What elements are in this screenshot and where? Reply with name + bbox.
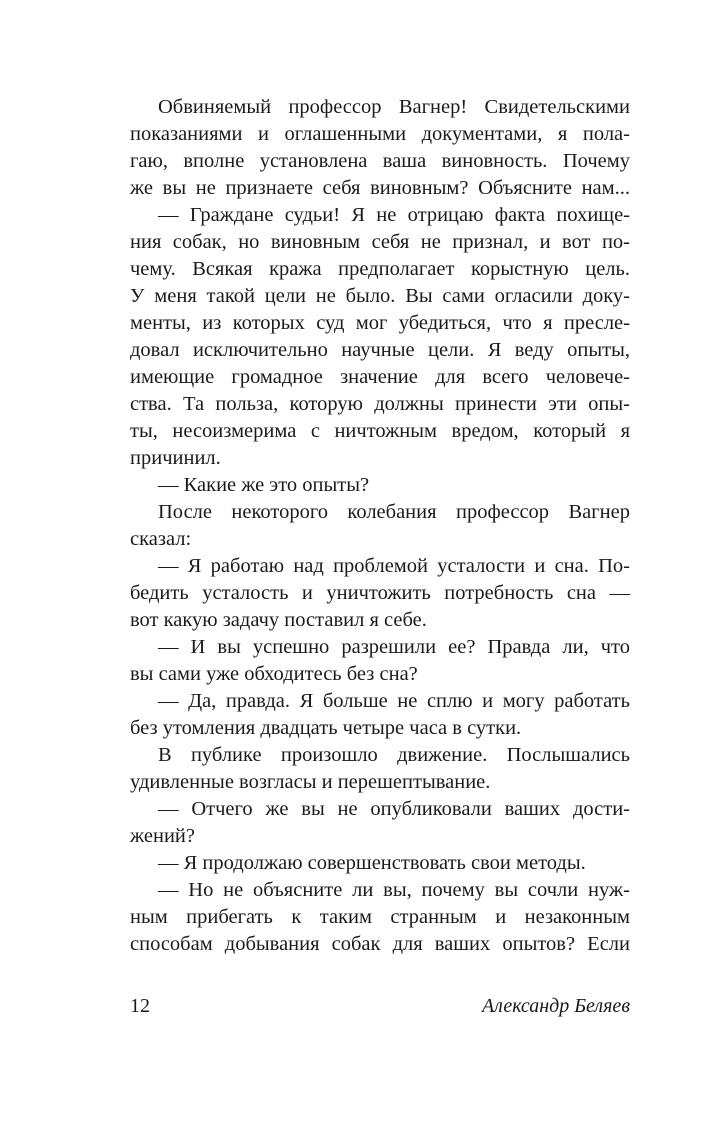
text-line: — Да, правда. Я больше не сплю и могу работать (158, 690, 630, 712)
text-line: — Какие же это опыты? (158, 474, 370, 496)
text-line: ния собак, но виновным себя не признал, и вот по- (130, 231, 630, 253)
text-line: — Я продолжаю совершенствовать свои методы. (158, 852, 586, 874)
text-line: — Я работаю над проблемой усталости и сна. По- (158, 555, 630, 577)
text-line: В публике произошло движение. Послышались (158, 744, 630, 766)
page-footer (130, 992, 630, 1020)
text-line: вы сами уже обходитесь без сна? (130, 663, 418, 685)
author-name: Александр Беляев (481, 995, 630, 1017)
text-line: ным прибегать к таким странным и незаконным (130, 906, 630, 928)
text-line: имеющие громадное значение для всего человече- (130, 366, 630, 388)
text-line: причинил. (130, 447, 221, 469)
text-line: удивленные возгласы и перешептывание. (130, 771, 491, 793)
text-line: — Отчего же вы не опубликовали ваших дости- (158, 798, 630, 820)
text-line: способам добывания собак для ваших опытов? Если (130, 933, 630, 955)
text-line: ты, несоизмерима с ничтожным вредом, который я (130, 420, 630, 442)
text-line: Обвиняемый профессор Вагнер! Свидетельскими (158, 96, 630, 118)
text-line: гаю, вполне установлена ваша виновность. Почему (130, 150, 630, 172)
text-line: вот какую задачу поставил я себе. (130, 609, 427, 631)
page-number: 12 (130, 995, 150, 1017)
text-line: довал исключительно научные цели. Я веду опыты, (130, 339, 630, 361)
text-line: же вы не признаете себя виновным? Объясните нам... (130, 177, 630, 199)
text-line: У меня такой цели не было. Вы сами огласили доку- (130, 285, 630, 307)
text-line: менты, из которых суд мог убедиться, что я пресле- (130, 312, 630, 334)
text-line: ства. Та польза, которую должны принести эти опы- (130, 393, 630, 415)
text-line: сказал: (130, 528, 192, 550)
text-line: жений? (130, 825, 196, 847)
text-line: После некоторого колебания профессор Вагнер (158, 501, 630, 523)
text-line: бедить усталость и уничтожить потребность сна — (130, 582, 630, 604)
text-line: чему. Всякая кража предполагает корыстную цель. (130, 258, 630, 280)
text-line: показаниями и оглашенными документами, я пола- (130, 123, 630, 145)
text-line: без утомления двадцать четыре часа в сутки. (130, 717, 522, 739)
text-line: — Граждане судьи! Я не отрицаю факта похище- (158, 204, 630, 226)
text-line: — И вы успешно разрешили ее? Правда ли, что (158, 636, 630, 658)
text-line: — Но не объясните ли вы, почему вы сочли нуж- (158, 879, 630, 901)
body-text (130, 94, 630, 958)
